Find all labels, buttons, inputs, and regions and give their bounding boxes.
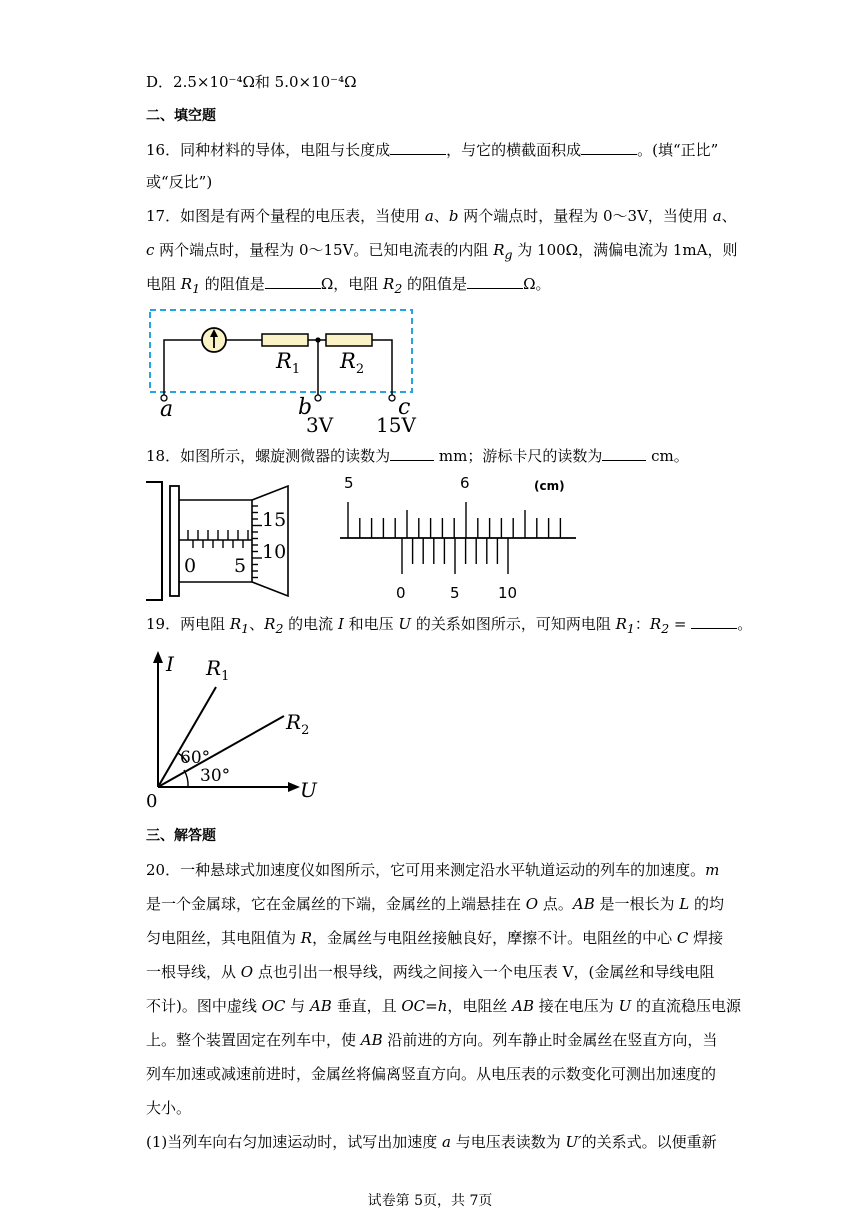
q17-voltmeter-circuit xyxy=(140,300,430,440)
q16-line-1: 16．同种材料的导体，电阻与长度成 ，与它的横截面积成 。(填“正比” xyxy=(146,141,719,159)
svg-text:6: 6 xyxy=(460,474,470,492)
q15-option-d: D．2.5×10⁻⁴Ω和 5.0×10⁻⁴Ω xyxy=(146,73,357,91)
svg-text:10: 10 xyxy=(262,541,287,563)
q20-line-6: 上。整个装置固定在列车中，使 AB 沿前进的方向。列车静止时金属丝在竖直方向，当 xyxy=(146,1031,718,1049)
svg-text:0: 0 xyxy=(146,791,158,812)
svg-text:5: 5 xyxy=(344,474,354,492)
svg-text:0: 0 xyxy=(396,584,406,602)
q20-line-1: 20．一种悬球式加速度仪如图所示，它可用来测定沿水平轨道运动的列车的加速度。m xyxy=(146,861,720,879)
section-solve-title: 三、解答题 xyxy=(146,828,216,844)
q18-blank-2[interactable] xyxy=(602,446,646,461)
terminal-c xyxy=(389,395,395,401)
svg-text:5: 5 xyxy=(450,584,460,602)
page-footer: 试卷第 5页，共 7页 xyxy=(367,1193,493,1209)
resistor-r2 xyxy=(326,334,372,346)
q17-line-2: c 两个端点时，量程为 0～15V。已知电流表的内阻 $R_g$ 为 100Ω，满偏电流为 1mA，则 xyxy=(146,241,738,262)
svg-text:c: c xyxy=(398,395,411,420)
terminal-b xyxy=(315,395,321,401)
svg-text:3V: 3V xyxy=(306,413,334,437)
svg-text:15V: 15V xyxy=(376,413,416,437)
svg-text:10: 10 xyxy=(498,584,518,602)
q20-line-7: 列车加速或减速前进时，金属丝将偏离竖直方向。从电压表的示数变化可测出加速度的 xyxy=(146,1065,717,1083)
i-axis-arrow xyxy=(153,651,163,663)
q19-iu-graph xyxy=(140,645,340,815)
q17-line-3: 电阻 $R_1$ 的阻值是 Ω，电阻 $R_2$ 的阻值是 Ω。 xyxy=(146,275,551,296)
q20-line-8: 大小。 xyxy=(146,1099,192,1117)
svg-text:5: 5 xyxy=(234,555,247,577)
q19-line: 19．两电阻 $R_1$、$R_2$ 的电流 I 和电压 U 的关系如图所示，可知两电阻 $R_1$：$R_2$ = 。 xyxy=(146,615,753,636)
svg-text:R2: $R_2$ xyxy=(286,710,310,738)
q16-blank-1[interactable] xyxy=(390,140,446,155)
svg-text:I: I xyxy=(166,652,174,676)
q20-line-4: 一根导线，从 O 点也引出一根导线，两线之间接入一个电压表 V，(金属丝和导线电阻 xyxy=(146,963,715,981)
svg-text:15: 15 xyxy=(262,509,287,531)
svg-text:60°: 60° xyxy=(180,748,211,768)
q17-blank-2[interactable] xyxy=(467,274,523,289)
micrometer-figure xyxy=(140,472,330,612)
q18-blank-1[interactable] xyxy=(390,446,434,461)
q19-blank[interactable] xyxy=(691,614,737,629)
q20-line-5: 不计)。图中虚线 OC 与 AB 垂直，且 OC=h，电阻丝 AB 接在电压为 U 的直流稳压电源 xyxy=(146,997,742,1015)
svg-text:R1: $R_1$ xyxy=(276,349,301,377)
vernier-caliper-figure xyxy=(336,472,596,607)
svg-text:a: a xyxy=(160,397,174,422)
svg-text:0: 0 xyxy=(184,555,197,577)
svg-text:b: b xyxy=(298,395,313,420)
q18-line: 18．如图所示，螺旋测微器的读数为 mm；游标卡尺的读数为 cm。 xyxy=(146,447,689,465)
svg-text:R1: $R_1$ xyxy=(206,656,230,684)
resistor-r1 xyxy=(262,334,308,346)
u-axis-arrow xyxy=(288,782,300,792)
section-fill-in-title: 二、填空题 xyxy=(146,108,216,124)
q17-blank-1[interactable] xyxy=(265,274,321,289)
q20-line-3: 匀电阻丝，其电阻值为 R，金属丝与电阻丝接触良好，摩擦不计。电阻丝的中心 C 焊接 xyxy=(146,929,724,947)
svg-text:R2: $R_2$ xyxy=(340,349,365,377)
svg-text:U: U xyxy=(300,778,317,802)
q16-line-2: 或“反比”) xyxy=(146,173,213,191)
svg-text:(cm): (cm) xyxy=(534,479,565,493)
q17-line-1: 17．如图是有两个量程的电压表，当使用 a、b 两个端点时，量程为 0～3V，当使用 a、 xyxy=(146,207,737,225)
q20-line-2: 是一个金属球，它在金属丝的下端，金属丝的上端悬挂在 O 点。AB 是一根长为 L 的均 xyxy=(146,895,725,913)
svg-text:30°: 30° xyxy=(200,766,231,786)
q20-sub-question-1: (1)当列车向右匀加速运动时，试写出加速度 a 与电压表读数为 U′的关系式。以便重新 xyxy=(146,1133,717,1151)
q16-blank-2[interactable] xyxy=(581,140,637,155)
